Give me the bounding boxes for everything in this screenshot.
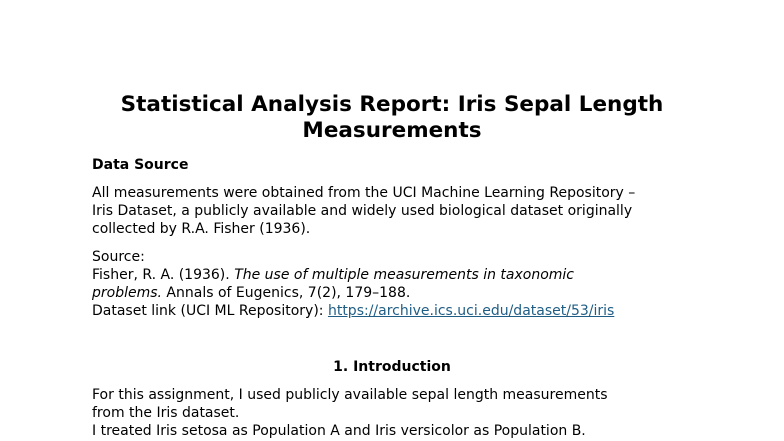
citation-line-2	[92, 284, 712, 302]
dataset-link-label: Dataset link (UCI ML Repository):	[92, 303, 328, 319]
source-label: Source:	[92, 249, 145, 265]
citation-prefix: Fisher, R. A. (1936).	[92, 267, 235, 283]
introduction-line-1: For this assignment, I used publicly available sepal length measurements	[92, 387, 608, 403]
population-paragraph	[92, 422, 712, 440]
citation-title-part1: The use of multiple measurements in taxonomic	[234, 267, 574, 283]
citation-suffix: Annals of Eugenics, 7(2), 179–188.	[161, 285, 411, 301]
dataset-link-line	[92, 302, 712, 320]
citation-block	[92, 248, 712, 320]
data-source-paragraph	[92, 184, 712, 238]
citation-title-part2: problems.	[92, 285, 162, 301]
population-line: I treated Iris setosa as Population A and Iris versicolor as Population B.	[92, 423, 586, 439]
citation-line-1	[92, 266, 712, 284]
data-source-heading: Data Source	[92, 157, 189, 173]
report-title: Statistical Analysis Report: Iris Sepal Length Measurements	[120, 92, 664, 143]
data-source-line-3: collected by R.A. Fisher (1936).	[92, 221, 311, 237]
data-source-line-1: All measurements were obtained from the UCI Machine Learning Repository –	[92, 185, 636, 201]
introduction-heading: 1. Introduction	[333, 359, 451, 375]
data-source-line-2: Iris Dataset, a publicly available and widely used biological dataset originally	[92, 203, 633, 219]
dataset-link[interactable]: https://archive.ics.uci.edu/dataset/53/iris	[327, 303, 615, 319]
introduction-line-2: from the Iris dataset.	[92, 405, 240, 421]
introduction-paragraph	[92, 386, 712, 422]
